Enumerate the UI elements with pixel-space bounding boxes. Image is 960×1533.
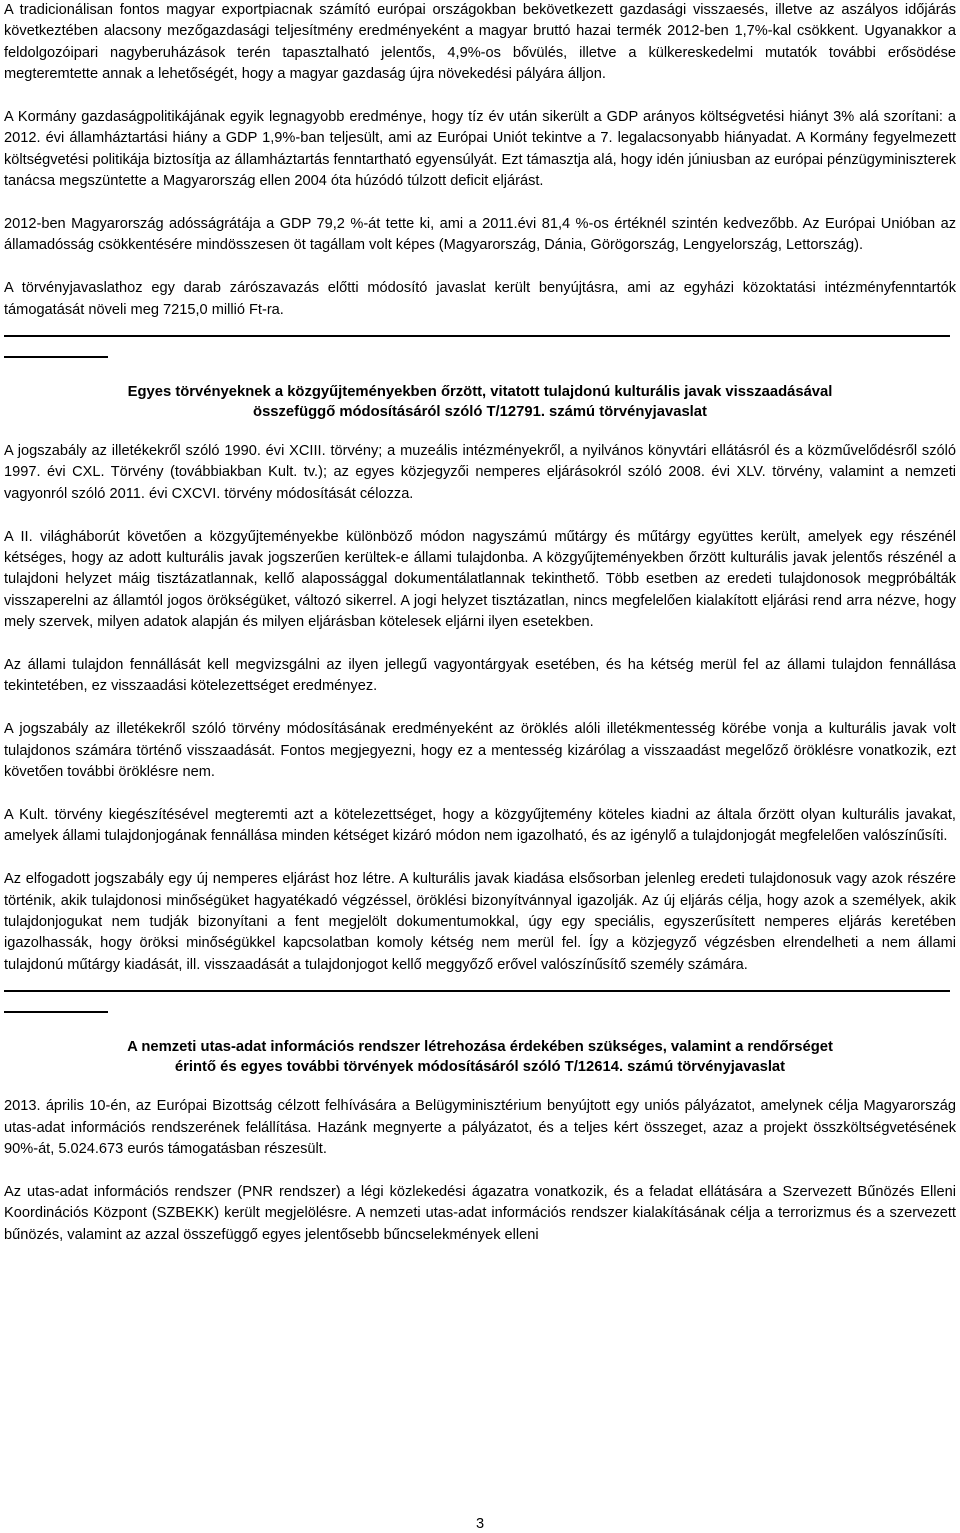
body-paragraph: Az állami tulajdon fennállását kell megvizsgálni az ilyen jellegű vagyontárgyak esetében, és ha kétség merül fel az állami tulajdon fennállása tekintetében, ez visszaadási kötelezettséget eredményez. <box>4 657 956 695</box>
section-divider-short <box>4 1011 108 1013</box>
section-title-line: Egyes törvényeknek a közgyűjteményekben őrzött, vitatott tulajdonú kulturális javak visszaadásával <box>127 384 833 401</box>
section-title-line: érintő és egyes további törvények módosításáról szóló T/12614. számú törvényjavaslat <box>174 1059 786 1076</box>
section-divider-long <box>4 990 950 992</box>
body-paragraph: A tradicionálisan fontos magyar exportpiacnak számító európai országokban bekövetkezett gazdasági visszaesés, illetve az aszályos időjárás következtében alacsony mezőgazdasági teljesítmény eredményeként a magyar bruttó hazai termék 2012-ben 1,7%-kal csökkent. Ugyanakkor a feldolgozóipari nagyberuházások terén tapasztalható jelentős, 4,9%-os bővülés, illetve a külkereskedelmi mutatók további erősödése megteremtette annak a lehetőségét, hogy a magyar gazdaság újra növekedési pályára álljon. <box>4 2 956 83</box>
section-title-line: összefüggő módosításáról szóló T/12791. számú törvényjavaslat <box>253 404 707 421</box>
body-paragraph: A Kormány gazdaságpolitikájának egyik legnagyobb eredménye, hogy tíz év után sikerült a GDP arányos költségvetési hiányt 3% alá szorítani: a 2012. évi államháztartási hiány a GDP 1,9%-ban teljesült, ami az Európai Uniót tekintve a 7. legalacsonyabb hiányadat. A Kormány fegyelmezett költségvetési politikája biztosítja az államháztartás fenntartható egyensúlyát. Ezt támasztja alá, hogy idén júniusban az európai pénzügyminiszterek tanácsa megszüntette a Magyarország ellen 2004 óta húzódó túlzott deficit eljárást. <box>4 109 956 190</box>
body-paragraph: Az utas-adat információs rendszer (PNR rendszer) a légi közlekedési ágazatra vonatkozik, és a feladat ellátására a Szervezett Bűnözés Elleni Koordinációs Központ (SZBEKK) került megjelölésre. A nemzeti utas-adat információs rendszer kialakításának célja a terrorizmus és a szervezett bűnözés, valamint az azzal összefüggő egyes jelentősebb bűncselekmények elleni <box>4 1183 956 1243</box>
body-paragraph: 2012-ben Magyarország adósságrátája a GDP 79,2 %-át tette ki, ami a 2011.évi 81,4 %-os értéknél szintén kedvezőbb. Az Európai Unióban az államadósság csökkentésére mindösszesen öt tagállam volt képes (Magyarország, Dánia, Görögország, Lengyelország, Lettország). <box>4 216 956 254</box>
page-number: 3 <box>475 1516 485 1532</box>
body-paragraph: A Kult. törvény kiegészítésével megteremti azt a kötelezettséget, hogy a közgyűjtemény köteles kiadni az általa őrzött olyan kulturális javakat, amelyek állami tulajdonjogának fennállása minden kétséget kizáró módon nem igazolható, és az igénylő a tulajdonjogát megfelelően valószínűsíti. <box>4 806 956 845</box>
section-divider-short <box>4 356 108 358</box>
document-page <box>4 0 956 1246</box>
section-title <box>4 1037 956 1077</box>
body-paragraph: A II. világháborút követően a közgyűjteményekbe különböző módon nagyszámú műtárgy és műtárgy együttes került, amelyek egy részénél kétséges, hogy az adott kulturális javak jogszerűen kerültek-e állami tulajdonba. A közgyűjteményekben őrzött kulturális javak jelentős részénél a tulajdoni helyzet máig tisztázatlannak, kellő alapossággal dokumentálatlannak tekinthető. Több esetben az eredeti tulajdonosok megpróbálták visszaperelni az államtól jogos örökségüket, változó sikerrel. A jogi helyzet tisztázatlan, nincs megfelelően kialakított eljárási rend arra nézve, hogy mely szervek, milyen adatok alapján és milyen eljárásban kötelesek eljárni ilyen esetekben. <box>4 528 956 631</box>
body-paragraph: 2013. április 10-én, az Európai Bizottság célzott felhívására a Belügyminisztérium benyújtott egy uniós pályázatot, amelynek célja Magyarország utas-adat információs rendszerének felállítása. Hazánk megnyerte a pályázatot, és a teljes kért összeget, azaz a projekt összköltségvetésének 90%-át, 5.024.673 eurós támogatásban részesült. <box>4 1098 956 1157</box>
body-paragraph: A jogszabály az illetékekről szóló 1990. évi XCIII. törvény; a muzeális intézményekről, a nyilvános könyvtári ellátásról és a közművelődésről szóló 1997. évi CXL. Törvény (továbbiakban Kult. tv.); az egyes közjegyzői nemperes eljárásokról szóló 2008. évi XLV. törvény, valamint a nemzeti vagyonról szóló 2011. évi CXCVI. törvény módosítását célozza. <box>4 443 956 502</box>
section-title <box>4 382 956 422</box>
section-divider-long <box>4 335 950 337</box>
body-paragraph: A jogszabály az illetékekről szóló törvény módosításának eredményeként az öröklés alóli illetékmentesség körébe vonja a kulturális javak volt tulajdonos számára történő visszaadását. Fontos megjegyezni, hogy ez a mentesség kizárólag a visszaadást megelőző öröklésre vonatkozik, ezt követően további öröklésre nem. <box>4 721 956 781</box>
body-paragraph: Az elfogadott jogszabály egy új nemperes eljárást hoz létre. A kulturális javak kiadása elsősorban jelenleg eredeti tulajdonosuk vagy azok részére történik, akik tulajdonosi minőségüket hagyatékadó végzéssel, öröklési bizonyítvánnyal igazolják. Az új eljárás célja, hogy azok a személyek, akik tulajdonjogukat nem tudják bizonyítani a fent megjelölt dokumentumokkal, úgy egy speciális, egyszerűsített nemperes eljárás keretében igazolhassák, hogy öröksi minőségükkel kapcsolatban komoly kétség nem merül fel. Így a közjegyző végzésben elrendelheti a nem állami tulajdonú műtárgy kiadását, ill. visszaadását a tulajdonjogot kellő meggyőző erővel valószínűsítő személy számára. <box>4 871 956 973</box>
body-paragraph: A törvényjavaslathoz egy darab zárószavazás előtti módosító javaslat került benyújtásra, ami az egyházi közoktatási intézményfenntartók támogatását növeli meg 7215,0 millió Ft-ra. <box>4 280 956 318</box>
section-title-line: A nemzeti utas-adat információs rendszer létrehozása érdekében szükséges, valamint a rendőrséget <box>127 1039 833 1056</box>
